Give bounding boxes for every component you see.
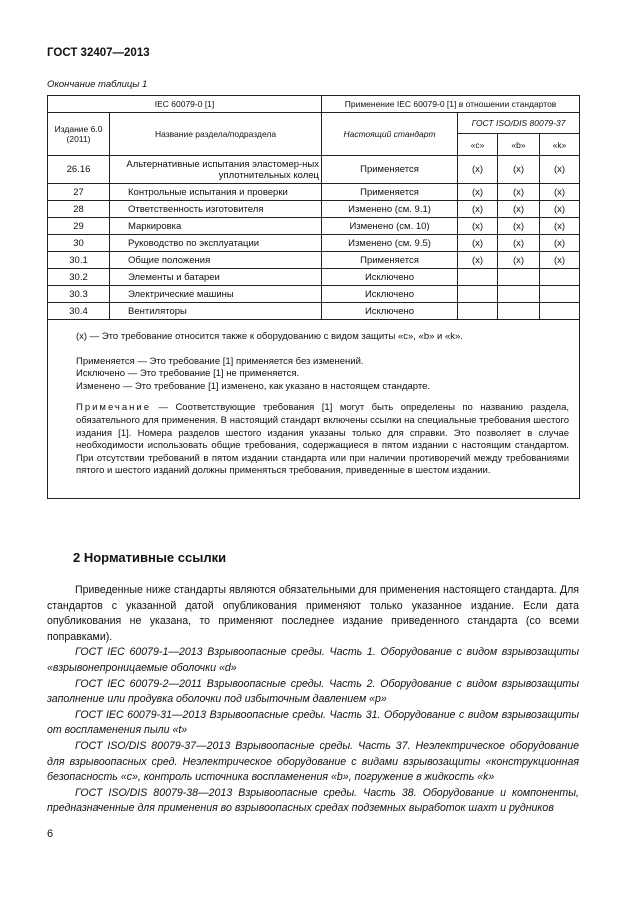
note-x: (x) — Это требование относится также к оборудованию с видом защиты «с», «b» и «k». — [76, 331, 463, 342]
page-number: 6 — [47, 828, 54, 840]
table-row — [48, 269, 580, 286]
head-application: Применение IEC 60079-0 [1] в отношении стандартов — [322, 96, 580, 113]
cell-name: Элементы и батареи — [110, 269, 322, 286]
cell-num: 28 — [48, 201, 110, 218]
reference-item: ГОСТ IEC 60079-2—2011 Взрывоопасные среды. Часть 2. Оборудование с видом взрывозащиты заполнение или продувка оболочки под избыточным давлением «p» — [47, 677, 579, 706]
cell-c: (x) — [458, 201, 498, 218]
reference-item: ГОСТ IEC 60079-31—2013 Взрывоопасные среды. Часть 31. Оборудование с видом взрывозащиты от воспламенения пыли «t» — [47, 708, 579, 737]
reference-item: ГОСТ IEC 60079-1—2013 Взрывоопасные среды. Часть 1. Оборудование с видом взрывозащиты «взрывонепроницаемые оболочки «d» — [47, 646, 579, 674]
table-notes — [48, 320, 580, 499]
head-iec: IEC 60079-0 [1] — [48, 96, 322, 113]
table-row — [48, 218, 580, 235]
cell-num: 30.4 — [48, 303, 110, 320]
comparison-table — [47, 95, 580, 499]
cell-name: Альтернативные испытания эластомер-ных уплотнительных колец — [110, 156, 322, 184]
head-sub-k: «k» — [540, 134, 580, 156]
cell-c: (x) — [458, 156, 498, 184]
cell-k: (x) — [540, 252, 580, 269]
head-iso: ГОСТ ISO/DIS 80079-37 — [458, 113, 580, 134]
cell-c — [458, 269, 498, 286]
cell-num: 30.2 — [48, 269, 110, 286]
cell-c: (x) — [458, 184, 498, 201]
table-row — [48, 286, 580, 303]
head-current-standard: Настоящий стандарт — [322, 113, 458, 156]
cell-c: (x) — [458, 235, 498, 252]
table-row — [48, 303, 580, 320]
table-row — [48, 252, 580, 269]
head-sub-c: «c» — [458, 134, 498, 156]
cell-k — [540, 286, 580, 303]
cell-b: (x) — [498, 184, 540, 201]
cell-c — [458, 286, 498, 303]
cell-num: 26.16 — [48, 156, 110, 184]
cell-app: Исключено — [322, 286, 458, 303]
cell-num: 30.1 — [48, 252, 110, 269]
cell-name: Электрические машины — [110, 286, 322, 303]
cell-b: (x) — [498, 201, 540, 218]
cell-name: Контрольные испытания и проверки — [110, 184, 322, 201]
cell-c: (x) — [458, 252, 498, 269]
cell-name: Ответственность изготовителя — [110, 201, 322, 218]
cell-k: (x) — [540, 184, 580, 201]
note-text: — Соответствующие требования [1] могут быть определены по названию раздела, обязательного для применения. В настоящий стандарт включены ссылки на специальные требования шестого издания [1]. Номера разделов шестого издания указаны только для справки. Это позволяет в случае необходимости использовать общие требования, содержащиеся в пятом издании с настоящим стандартом. При отсутствии требований в пятом издании стандарта или при наличии противоречий между требованиями пятого и шестого изданий должны применяться требования, приведенные в шестом издании. — [76, 402, 570, 477]
table-caption: Окончание таблицы 1 — [47, 79, 148, 90]
cell-num: 29 — [48, 218, 110, 235]
note-excluded: Исключено — Это требование [1] не применяется. — [76, 368, 300, 380]
cell-k: (x) — [540, 201, 580, 218]
section-body — [47, 583, 579, 817]
cell-k: (x) — [540, 156, 580, 184]
cell-c: (x) — [458, 218, 498, 235]
reference-item: ГОСТ ISO/DIS 80079-37—2013 Взрывоопасные среды. Часть 37. Неэлектрическое оборудование для взрывоопасных сред. Неэлектрическое оборудование с видами взрывозащиты «конструкционная безопасность «c», контроль источника воспламенения «b», погружение в жидкость «k» — [47, 739, 579, 784]
cell-num: 30 — [48, 235, 110, 252]
cell-app: Изменено (см. 9.1) — [322, 201, 458, 218]
cell-k — [540, 269, 580, 286]
note-label: Примечание — [76, 402, 151, 414]
cell-b — [498, 269, 540, 286]
cell-k — [540, 303, 580, 320]
cell-b — [498, 286, 540, 303]
cell-app: Исключено — [322, 269, 458, 286]
cell-name: Общие положения — [110, 252, 322, 269]
cell-k: (x) — [540, 235, 580, 252]
intro-paragraph: Приведенные ниже стандарты являются обязательными для применения настоящего стандарта. Для стандартов с указанной датой опубликования применяют только указанное издание. Если дата опубликования не указана, то применяют последнее издание приведенного стандарта (со всеми поправками). — [47, 584, 579, 643]
table-row — [48, 235, 580, 252]
cell-b — [498, 303, 540, 320]
head-section-name: Название раздела/подраздела — [110, 113, 322, 156]
cell-app: Исключено — [322, 303, 458, 320]
note-changed: Изменено — Это требование [1] изменено, как указано в настоящем стандарте. — [76, 380, 431, 392]
cell-b: (x) — [498, 156, 540, 184]
document-id: ГОСТ 32407—2013 — [47, 47, 150, 59]
cell-k: (x) — [540, 218, 580, 235]
cell-c — [458, 303, 498, 320]
note-applied: Применяется — Это требование [1] применяется без изменений. — [76, 355, 364, 367]
cell-app: Применяется — [322, 156, 458, 184]
cell-num: 30.3 — [48, 286, 110, 303]
cell-b: (x) — [498, 235, 540, 252]
head-sub-b: «b» — [498, 134, 540, 156]
cell-name: Маркировка — [110, 218, 322, 235]
head-edition: Издание 6.0 (2011) — [48, 113, 110, 156]
note-paragraph — [76, 402, 569, 478]
cell-num: 27 — [48, 184, 110, 201]
cell-b: (x) — [498, 218, 540, 235]
cell-app: Изменено (см. 10) — [322, 218, 458, 235]
reference-item: ГОСТ ISO/DIS 80079-38—2013 Взрывоопасные среды. Часть 38. Оборудование и компоненты, предназначенные для применения во взрывоопасных средах подземных выработок шахт и рудников — [47, 786, 579, 815]
cell-name: Руководство по эксплуатации — [110, 235, 322, 252]
cell-app: Применяется — [322, 184, 458, 201]
table-row — [48, 184, 580, 201]
cell-name: Вентиляторы — [110, 303, 322, 320]
table-row — [48, 156, 580, 184]
section-title: 2 Нормативные ссылки — [73, 550, 227, 565]
cell-b: (x) — [498, 252, 540, 269]
table-row — [48, 201, 580, 218]
cell-app: Применяется — [322, 252, 458, 269]
cell-app: Изменено (см. 9.5) — [322, 235, 458, 252]
